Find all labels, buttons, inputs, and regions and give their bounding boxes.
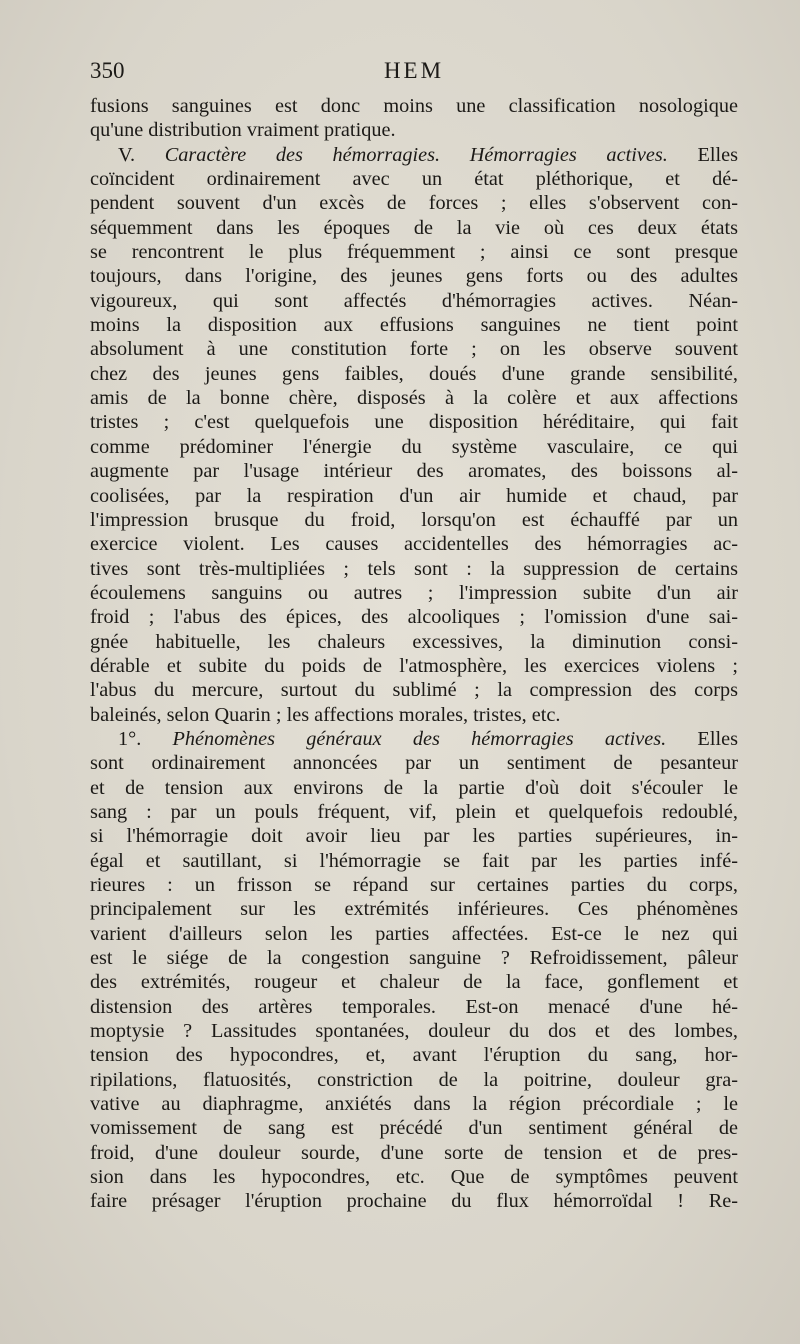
text-line bbox=[90, 435, 738, 459]
text-run: vigoureux, qui sont affectés d'hémorragies actives. Néan- bbox=[90, 289, 738, 312]
page-header bbox=[90, 58, 738, 92]
text-run: égal et sautillant, si l'hémorragie se fait par les parties infé- bbox=[90, 849, 738, 872]
text-line bbox=[90, 727, 738, 751]
text-line bbox=[90, 630, 738, 654]
text-run: V. bbox=[118, 143, 165, 166]
text-line bbox=[90, 386, 738, 410]
page-number: 350 bbox=[90, 58, 125, 83]
text-run: varient d'ailleurs selon les parties affectées. Est-ce le nez qui bbox=[90, 922, 738, 945]
text-line bbox=[90, 703, 738, 727]
text-run: distension des artères temporales. Est-on menacé d'une hé- bbox=[90, 995, 738, 1018]
text-run: absolument à une constitution forte ; on les observe souvent bbox=[90, 338, 738, 361]
text-line bbox=[90, 1189, 738, 1213]
body-text bbox=[90, 94, 738, 1214]
text-line bbox=[90, 995, 738, 1019]
text-line bbox=[90, 922, 738, 946]
text-run: vative au diaphragme, anxiétés dans la région précordiale ; le bbox=[90, 1093, 738, 1116]
text-run: écoulemens sanguins ou autres ; l'impression subite d'un air bbox=[90, 581, 738, 604]
text-line bbox=[90, 1165, 738, 1189]
text-run: et de tension aux environs de la partie d'où doit s'écouler le bbox=[90, 776, 738, 799]
text-run: se rencontrent le plus fréquemment ; ainsi ce sont presque bbox=[90, 241, 738, 264]
text-line bbox=[90, 191, 738, 215]
text-run: exercice violent. Les causes accidentelles des hémorragies ac- bbox=[90, 533, 738, 556]
text-line bbox=[90, 264, 738, 288]
text-line bbox=[90, 240, 738, 264]
text-line bbox=[90, 289, 738, 313]
text-run: est le siége de la congestion sanguine ? Refroidissement, pâleur bbox=[90, 947, 738, 970]
text-line bbox=[90, 678, 738, 702]
text-run: principalement sur les extrémités inférieures. Ces phénomènes bbox=[90, 898, 738, 921]
text-line bbox=[90, 362, 738, 386]
text-line bbox=[90, 1116, 738, 1140]
text-run: moins la disposition aux effusions sanguines ne tient point bbox=[90, 314, 738, 337]
text-run: froid ; l'abus des épices, des alcooliques ; l'omission d'une sai- bbox=[90, 606, 738, 629]
text-line bbox=[90, 970, 738, 994]
text-line bbox=[90, 751, 738, 775]
text-line bbox=[90, 94, 738, 118]
text-run: coolisées, par la respiration d'un air humide et chaud, par bbox=[90, 484, 738, 507]
text-line bbox=[90, 216, 738, 240]
text-run: sion dans les hypocondres, etc. Que de symptômes peuvent bbox=[90, 1166, 738, 1189]
text-line bbox=[90, 873, 738, 897]
text-run: rieures : un frisson se répand sur certaines parties du corps, bbox=[90, 874, 738, 896]
text-run: sont ordinairement annoncées par un sentiment de pesanteur bbox=[90, 752, 738, 775]
text-run: comme prédominer l'énergie du système vasculaire, ce qui bbox=[90, 435, 738, 458]
text-run: qu'une distribution vraiment pratique. bbox=[90, 119, 396, 142]
text-line bbox=[90, 1068, 738, 1092]
text-run: moptysie ? Lassitudes spontanées, douleur du dos et des lombes, bbox=[90, 1020, 738, 1043]
text-run: ripilations, flatuosités, constriction de la poitrine, douleur gra- bbox=[90, 1068, 738, 1091]
text-line bbox=[90, 1019, 738, 1043]
text-line bbox=[90, 800, 738, 824]
italic-heading: Phénomènes généraux des hémorragies actives. bbox=[172, 727, 667, 750]
text-line bbox=[90, 313, 738, 337]
text-run: coïncident ordinairement avec un état pléthorique, et dé- bbox=[90, 168, 738, 191]
text-line bbox=[90, 167, 738, 191]
text-run: sang : par un pouls fréquent, vif, plein et quelquefois redoublé, bbox=[90, 800, 738, 823]
text-line bbox=[90, 897, 738, 921]
text-line bbox=[90, 776, 738, 800]
text-run: dérable et subite du poids de l'atmosphère, les exercices violens ; bbox=[90, 654, 738, 677]
text-run: l'impression brusque du froid, lorsqu'on est échauffé par un bbox=[90, 508, 738, 531]
text-run: séquemment dans les époques de la vie où ces deux états bbox=[90, 216, 738, 239]
text-run: gnée habituelle, les chaleurs excessives, la diminution consi- bbox=[90, 630, 738, 653]
text-run: l'abus du mercure, surtout du sublimé ; la compression des corps bbox=[90, 679, 738, 702]
text-line bbox=[90, 143, 738, 167]
text-line bbox=[90, 508, 738, 532]
running-head: HEM bbox=[383, 58, 445, 83]
text-run: amis de la bonne chère, disposés à la colère et aux affections bbox=[90, 387, 738, 410]
text-line bbox=[90, 824, 738, 848]
text-run: toujours, dans l'origine, des jeunes gens forts ou des adultes bbox=[90, 265, 738, 288]
text-run: des extrémités, rougeur et chaleur de la face, gonflement et bbox=[90, 971, 738, 994]
text-run: faire présager l'éruption prochaine du flux hémorroïdal ! Re- bbox=[90, 1190, 738, 1213]
text-run: 1°. bbox=[118, 727, 173, 750]
text-line bbox=[90, 1092, 738, 1116]
text-run: Elles bbox=[667, 143, 739, 166]
text-line bbox=[90, 557, 738, 581]
text-line bbox=[90, 946, 738, 970]
text-line bbox=[90, 410, 738, 434]
text-line bbox=[90, 1141, 738, 1165]
italic-heading: Caractère des hémorragies. Hémorragies actives. bbox=[164, 143, 668, 166]
text-line bbox=[90, 337, 738, 361]
text-run: vomissement de sang est précédé d'un sentiment général de bbox=[90, 1117, 738, 1140]
text-line bbox=[90, 605, 738, 629]
text-run: augmente par l'usage intérieur des aromates, des boissons al- bbox=[90, 460, 738, 483]
text-run: froid, d'une douleur sourde, d'une sorte de tension et de pres- bbox=[90, 1141, 738, 1164]
text-run: pendent souvent d'un excès de forces ; elles s'observent con- bbox=[90, 192, 738, 215]
text-run: baleinés, selon Quarin ; les affections morales, tristes, etc. bbox=[90, 703, 561, 726]
text-run: fusions sanguines est donc moins une classification nosologique bbox=[90, 95, 738, 117]
text-line bbox=[90, 581, 738, 605]
text-run: Elles bbox=[666, 727, 738, 750]
text-line bbox=[90, 459, 738, 483]
text-line bbox=[90, 849, 738, 873]
text-run: si l'hémorragie doit avoir lieu par les parties supérieures, in- bbox=[90, 825, 738, 848]
text-line bbox=[90, 654, 738, 678]
text-line bbox=[90, 484, 738, 508]
text-run: chez des jeunes gens faibles, doués d'une grande sensibilité, bbox=[90, 362, 738, 385]
text-run: tension des hypocondres, et, avant l'éruption du sang, hor- bbox=[90, 1044, 738, 1067]
text-line bbox=[90, 1043, 738, 1067]
text-line bbox=[90, 118, 738, 142]
text-run: tristes ; c'est quelquefois une disposition héréditaire, qui fait bbox=[90, 411, 738, 434]
text-run: tives sont très-multipliées ; tels sont : la suppression de certains bbox=[90, 557, 738, 580]
text-line bbox=[90, 532, 738, 556]
